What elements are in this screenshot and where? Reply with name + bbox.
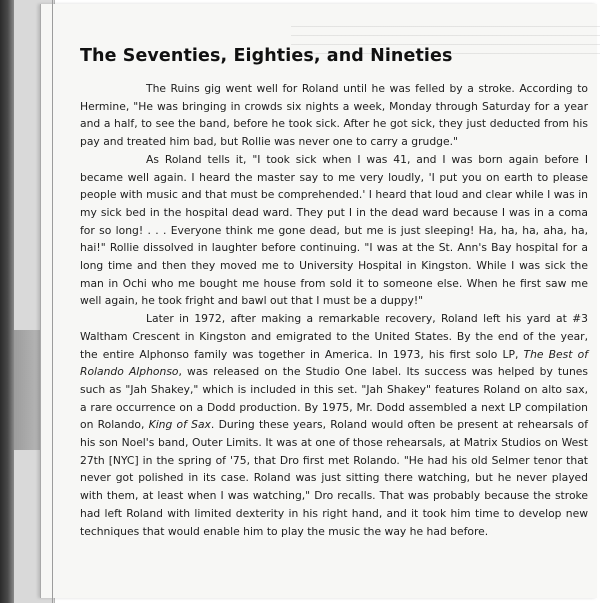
section-heading: The Seventies, Eighties, and Nineties	[80, 46, 453, 66]
booklet-spine	[0, 0, 14, 603]
text-run: , was released on the Studio One label. Its success was helped by tunes such as "Jah Shakey," which is included in this set. "Jah Shakey" features Roland on alto sax, a rare occurrence on a Dodd production. By 1975, Mr. Dodd assembled a next LP compilation on Rolando,	[80, 365, 588, 432]
text-run: Later in 1972, after making a remarkable recovery, Roland left his yard at #3 Waltham Crescent in Kingston and emigrated to the United States. By the end of the year, the entire Alphonso family was together in America. In 1973, his first solo LP,	[80, 312, 588, 361]
paragraph	[80, 80, 588, 151]
text-run: The Ruins gig went well for Roland until he was felled by a stroke. According to Hermine, "He was bringing in crowds six nights a week, Monday through Saturday for a year and a half, to see the band, before he took sick. After he got sick, they just deducted from his pay and treated him bad, but Rollie was never one to carry a grudge."	[80, 82, 588, 149]
paragraph	[80, 151, 588, 310]
article-body	[80, 46, 588, 540]
paragraph	[80, 310, 588, 540]
page-fold-line	[52, 0, 53, 603]
page-edge-shadow	[14, 330, 40, 450]
italic-title: The Best of Rolando Alphonso	[80, 347, 588, 379]
text-run: . During these years, Roland would often be present at rehearsals of his son Noel's band, Outer Limits. It was at one of those rehearsals, at Matrix Studios on West 27th [NYC] in the spring of '75, that Dro first met Rolando. "He had his old Selmer tenor that never got polished in its case. Roland was just sitting there watching, but he never played with them, at least when I was watching," Dro recalls. That was probably because the stroke had left Roland with limited dexterity in his right hand, and it took him time to develop new techniques that would enable him to play the music the way he had before.	[80, 418, 588, 538]
text-run: As Roland tells it, "I took sick when I was 41, and I was born again before I became well again. I heard the master say to me very loudly, 'I put you on earth to please people with music and that must be comprehended.' I heard that loud and clear while I was in my sick bed in the hospital dead ward. They put I in the dead ward because I was in a coma for so long! . . . Everyone think me gone dead, but me is just sleeping! Ha, ha, ha, aha, ha, hai!" Rollie dissolved in laughter before continuing. "I was at the St. Ann's Bay hospital for a long time and then they moved me to University Hospital in Kingston. While I was sick the man in Ochi who me bought me house from sold it to someone else. When he first saw me well again, he took fright and bawl out that I must be a duppy!"	[80, 152, 588, 308]
italic-title: King of Sax	[148, 418, 211, 432]
